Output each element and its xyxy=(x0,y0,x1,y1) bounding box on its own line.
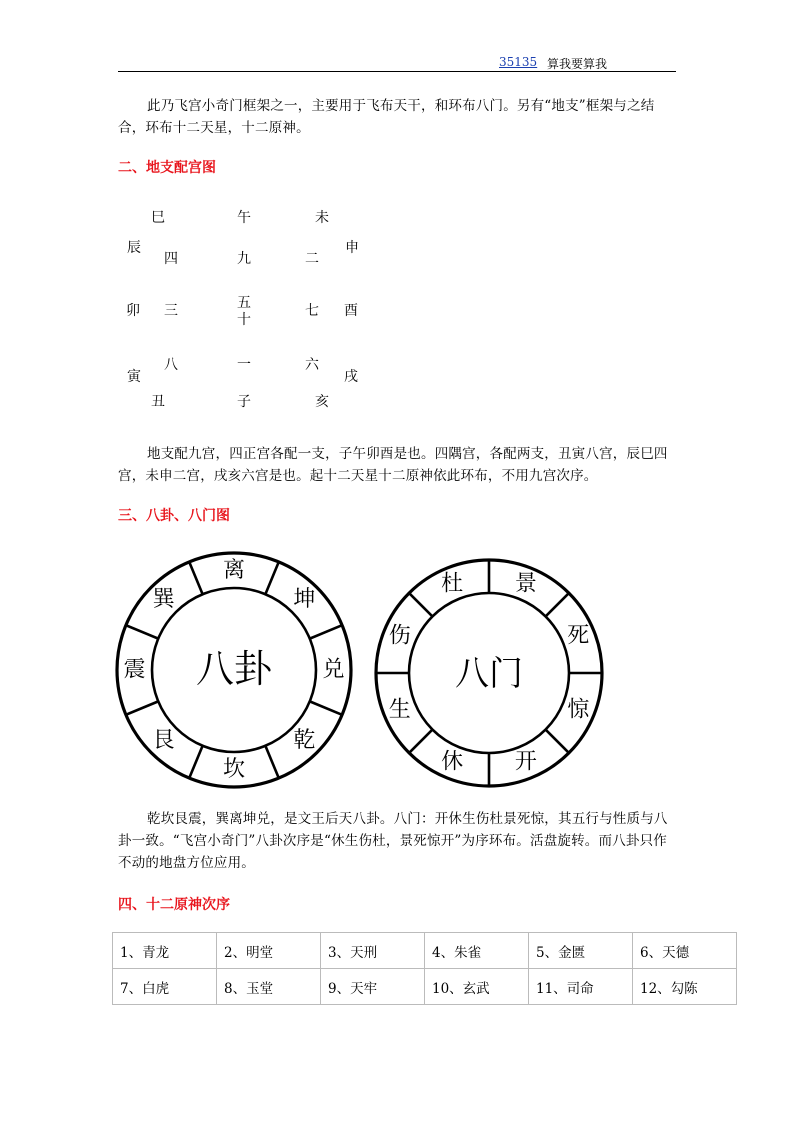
palace-six: 六 xyxy=(305,357,319,373)
branch-chou: 丑 xyxy=(151,394,165,410)
palace-five: 五 xyxy=(237,295,251,311)
table-cell: 1、青龙 xyxy=(113,933,217,969)
wheel-cell-label: 开 xyxy=(514,749,537,775)
palace-four: 四 xyxy=(164,251,178,267)
wheel-cell-label: 生 xyxy=(388,697,411,723)
wheel-cell-label: 景 xyxy=(514,571,537,597)
table-cell: 11、司命 xyxy=(529,969,633,1005)
section-heading-twelve-gods: 四、十二原神次序 xyxy=(118,897,230,913)
palace-eight: 八 xyxy=(164,357,178,373)
table-row xyxy=(113,969,737,1005)
wheel-divider xyxy=(310,701,342,714)
wheel-cell-label: 乾 xyxy=(293,727,316,753)
palace-two: 二 xyxy=(305,251,319,267)
wheel-cell-label: 杜 xyxy=(441,571,464,597)
table-cell: 10、玄武 xyxy=(425,969,529,1005)
wheel-cell-label: 坤 xyxy=(293,587,316,613)
wheel-divider xyxy=(310,625,342,638)
section-heading-trigram-gate: 三、八卦、八门图 xyxy=(118,508,230,524)
branch-you: 酉 xyxy=(344,303,358,319)
branch-mao: 卯 xyxy=(126,303,140,319)
gate-wheel-center: 八门 xyxy=(455,654,523,694)
wheel-divider xyxy=(265,562,278,594)
table-cell: 8、玉堂 xyxy=(217,969,321,1005)
branch-wei: 未 xyxy=(315,210,329,226)
palace-three: 三 xyxy=(164,303,178,319)
table-cell: 3、天刑 xyxy=(321,933,425,969)
palace-seven: 七 xyxy=(305,303,319,319)
wheel-cell-label: 兑 xyxy=(322,657,345,683)
wheel-divider xyxy=(265,746,278,778)
wheel-cell-label: 离 xyxy=(222,558,246,583)
table-cell: 6、天德 xyxy=(633,933,737,969)
table-cell: 12、勾陈 xyxy=(633,969,737,1005)
wheel-cell-label: 艮 xyxy=(152,727,175,753)
wheel-cell-label: 惊 xyxy=(567,697,590,723)
wheel-cell-label: 巽 xyxy=(152,587,175,613)
gate-wheel xyxy=(376,560,602,786)
wheel-cell-label: 死 xyxy=(567,623,590,649)
palace-ten: 十 xyxy=(237,312,251,328)
branch-wu: 午 xyxy=(237,210,251,226)
trigram-gate-diagram xyxy=(114,540,614,790)
wheel-divider xyxy=(409,730,432,753)
wheel-cell-label: 伤 xyxy=(388,623,411,649)
branch-xu: 戌 xyxy=(344,369,358,385)
trigram-wheel-center: 八卦 xyxy=(195,647,273,691)
table-cell: 7、白虎 xyxy=(113,969,217,1005)
wheel-cell-label: 震 xyxy=(123,657,146,683)
table-cell: 5、金匮 xyxy=(529,933,633,969)
table-row xyxy=(113,933,737,969)
trigram-wheel xyxy=(117,553,351,787)
wheel-divider xyxy=(409,593,432,616)
table-cell: 9、天牢 xyxy=(321,969,425,1005)
table-cell: 2、明堂 xyxy=(217,933,321,969)
header-link[interactable]: 35135 xyxy=(499,55,538,69)
section-heading-branch-palace: 二、地支配宫图 xyxy=(118,160,216,176)
wheel-divider xyxy=(546,730,569,753)
branch-palace-paragraph: 地支配九宫，四正宫各配一支，子午卯酉是也。四隅宫，各配两支，丑寅八宫，辰巳四宫，未申二宫，戌亥六宫是也。起十二天星十二原神依此环布，不用九宫次序。 xyxy=(118,446,668,484)
intro-paragraph: 此乃飞宫小奇门框架之一，主要用于飞布天干，和环布八门。另有“地支”框架与之结合，环布十二天星，十二原神。 xyxy=(118,98,655,136)
branch-shen: 申 xyxy=(345,240,359,256)
branch-yin: 寅 xyxy=(127,369,141,385)
header-title: 算我要算我 xyxy=(547,57,608,71)
wheel-cell-label: 坎 xyxy=(222,757,246,782)
branch-zi: 子 xyxy=(237,394,251,410)
trigram-gate-paragraph: 乾坎艮震，巽离坤兑，是文王后天八卦。八门：开休生伤杜景死惊，其五行与性质与八卦一致。“飞宫小奇门”八卦次序是“休生伤杜，景死惊开”为序环布。活盘旋转。而八卦只作不动的地盘方位应用。 xyxy=(118,811,668,871)
branch-si: 巳 xyxy=(151,210,165,226)
header-rule xyxy=(118,71,676,72)
branch-hai: 亥 xyxy=(315,394,329,410)
twelve-gods-table xyxy=(112,932,737,1005)
wheel-divider xyxy=(189,562,202,594)
wheel-divider xyxy=(126,625,158,638)
wheel-cell-label: 休 xyxy=(441,749,464,775)
palace-one: 一 xyxy=(237,357,251,373)
wheel-divider xyxy=(126,701,158,714)
wheel-divider xyxy=(189,746,202,778)
wheel-divider xyxy=(546,593,569,616)
table-cell: 4、朱雀 xyxy=(425,933,529,969)
branch-chen: 辰 xyxy=(127,240,141,256)
palace-nine: 九 xyxy=(237,251,251,267)
